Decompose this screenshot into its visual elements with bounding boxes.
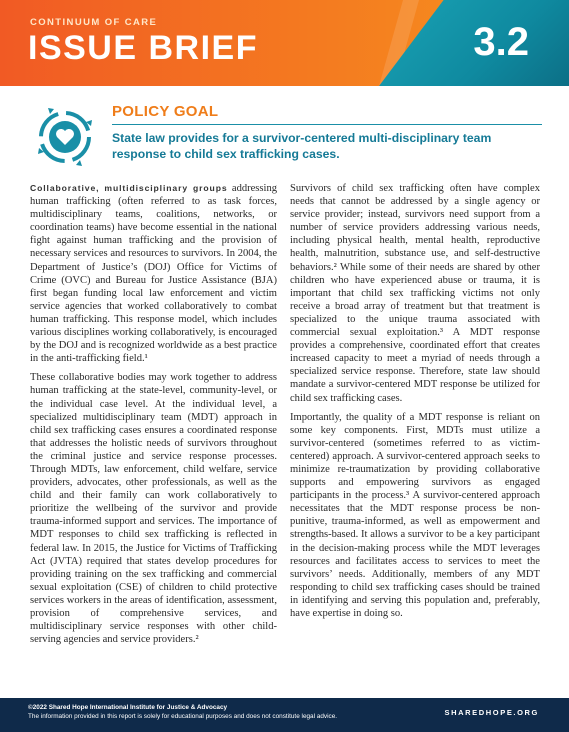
paragraph: Importantly, the quality of a MDT response is reliant on some key components. First, MDTs must utilize a survivor-centered (sometimes referred to as victim-centered) approach. A survivor-centered approach seeks to minimize re-traumatization by providing collaborative supports and empowering survivors as engaged participants in the process.³ A survivor-centered approach necessitates that the MDT response process be non-punitive, trauma-informed, as well as empowerment and strengths-based. It allows a survivor to be a key participant in the decision-making process while the MDT leverages resources and facilitates access to services to meet the survivors’ needs. Additionally, members of any MDT responding to child sex trafficking cases should be trained in identifying and serving this population and, preferably, have expertise in doing so.: [290, 411, 540, 619]
policy-divider: [112, 124, 542, 125]
lead-in-caps: Collaborative, multidisciplinary groups: [30, 183, 228, 193]
policy-statement: State law provides for a survivor-centered multi-disciplinary team response to child sex trafficking cases.: [112, 131, 492, 161]
website-link[interactable]: SHAREDHOPE.ORG: [444, 708, 539, 717]
paragraph: [30, 182, 277, 365]
disclaimer-text: The information provided in this report is solely for educational purposes and does not constitute legal advice.: [28, 712, 338, 720]
paragraph-text: addressing human trafficking (often referred to as task forces, multidisciplinary teams, coalitions, networks, or coordination teams) have become essential in the national fight against human trafficking and the provision of necessary services and resources to survivors. In 2004, the Department of Justice’s (DOJ) Office for Victims of Crime (OVC) and Bureau for Justice Assistance (BJA) first began funding local law enforcement and victim service agencies that worked collaboratively to combat human trafficking. This response model, which includes various disciplines working collaboratively, is encouraged by the DOJ and is recognized worldwide as a best practice in the anti-trafficking field.¹: [30, 183, 277, 365]
footer-legal: [28, 704, 337, 721]
heart-cycle-icon: [30, 102, 100, 172]
policy-goal-heading: POLICY GOAL: [112, 103, 219, 120]
paragraph: Survivors of child sex trafficking often have complex needs that cannot be addressed by a single agency or service provider; instead, survivors need support from a number of service providers addressing various needs, including physical health, mental health, reproductive health, malnutrition, substance use, and self-destructive behaviors.² While some of their needs are shared by other children who have experienced abuse or trauma, it is important that child sex trafficking victims not only receive a broad array of treatment but that treatment is specialized to the unique trauma associated with commercial sexual exploitation.³ A MDT response provides a comprehensive, coordinated effort that creates increased capacity to meet a myriad of needs through a specialized service response. Therefore, state law should mandate a survivor-centered MDT response be utilized for child sex trafficking cases.: [290, 183, 540, 404]
copyright-text: ©2022 Shared Hope International Institute for Justice & Advocacy: [28, 704, 228, 711]
header-banner: [0, 0, 569, 86]
footer: [0, 698, 569, 732]
body-column-left: [30, 182, 277, 652]
page-title: ISSUE BRIEF: [28, 29, 258, 67]
body-column-right: [290, 182, 540, 626]
paragraph: These collaborative bodies may work together to address human trafficking at the state-level, community-level, or the individual case level. At the individual level, a specialized multidisciplinary team (MDT) approach in child sex trafficking cases ensures a coordinated response that addresses the holistic needs of survivors throughout the criminal justice and service response processes. Through MDTs, law enforcement, child welfare, service providers, advocates, other professionals, as well as the child and their family can work collaboratively to prioritize the wellbeing of the survivor and provide trauma-informed support and services. The importance of MDT responses to child sex trafficking is reflected in federal law. In 2015, the Justice for Victims of Trafficking Act (JVTA) required that states develop procedures for providing training on the sex trafficking and commercial sexual exploitation (CSE) of children to child protective services workers in the areas of identification, assessment, provision of comprehensive services, and multidisciplinary service responses with other child-serving agencies and service providers.²: [30, 372, 277, 646]
brief-number: 3.2: [473, 20, 529, 64]
series-label: CONTINUUM OF CARE: [30, 17, 158, 28]
